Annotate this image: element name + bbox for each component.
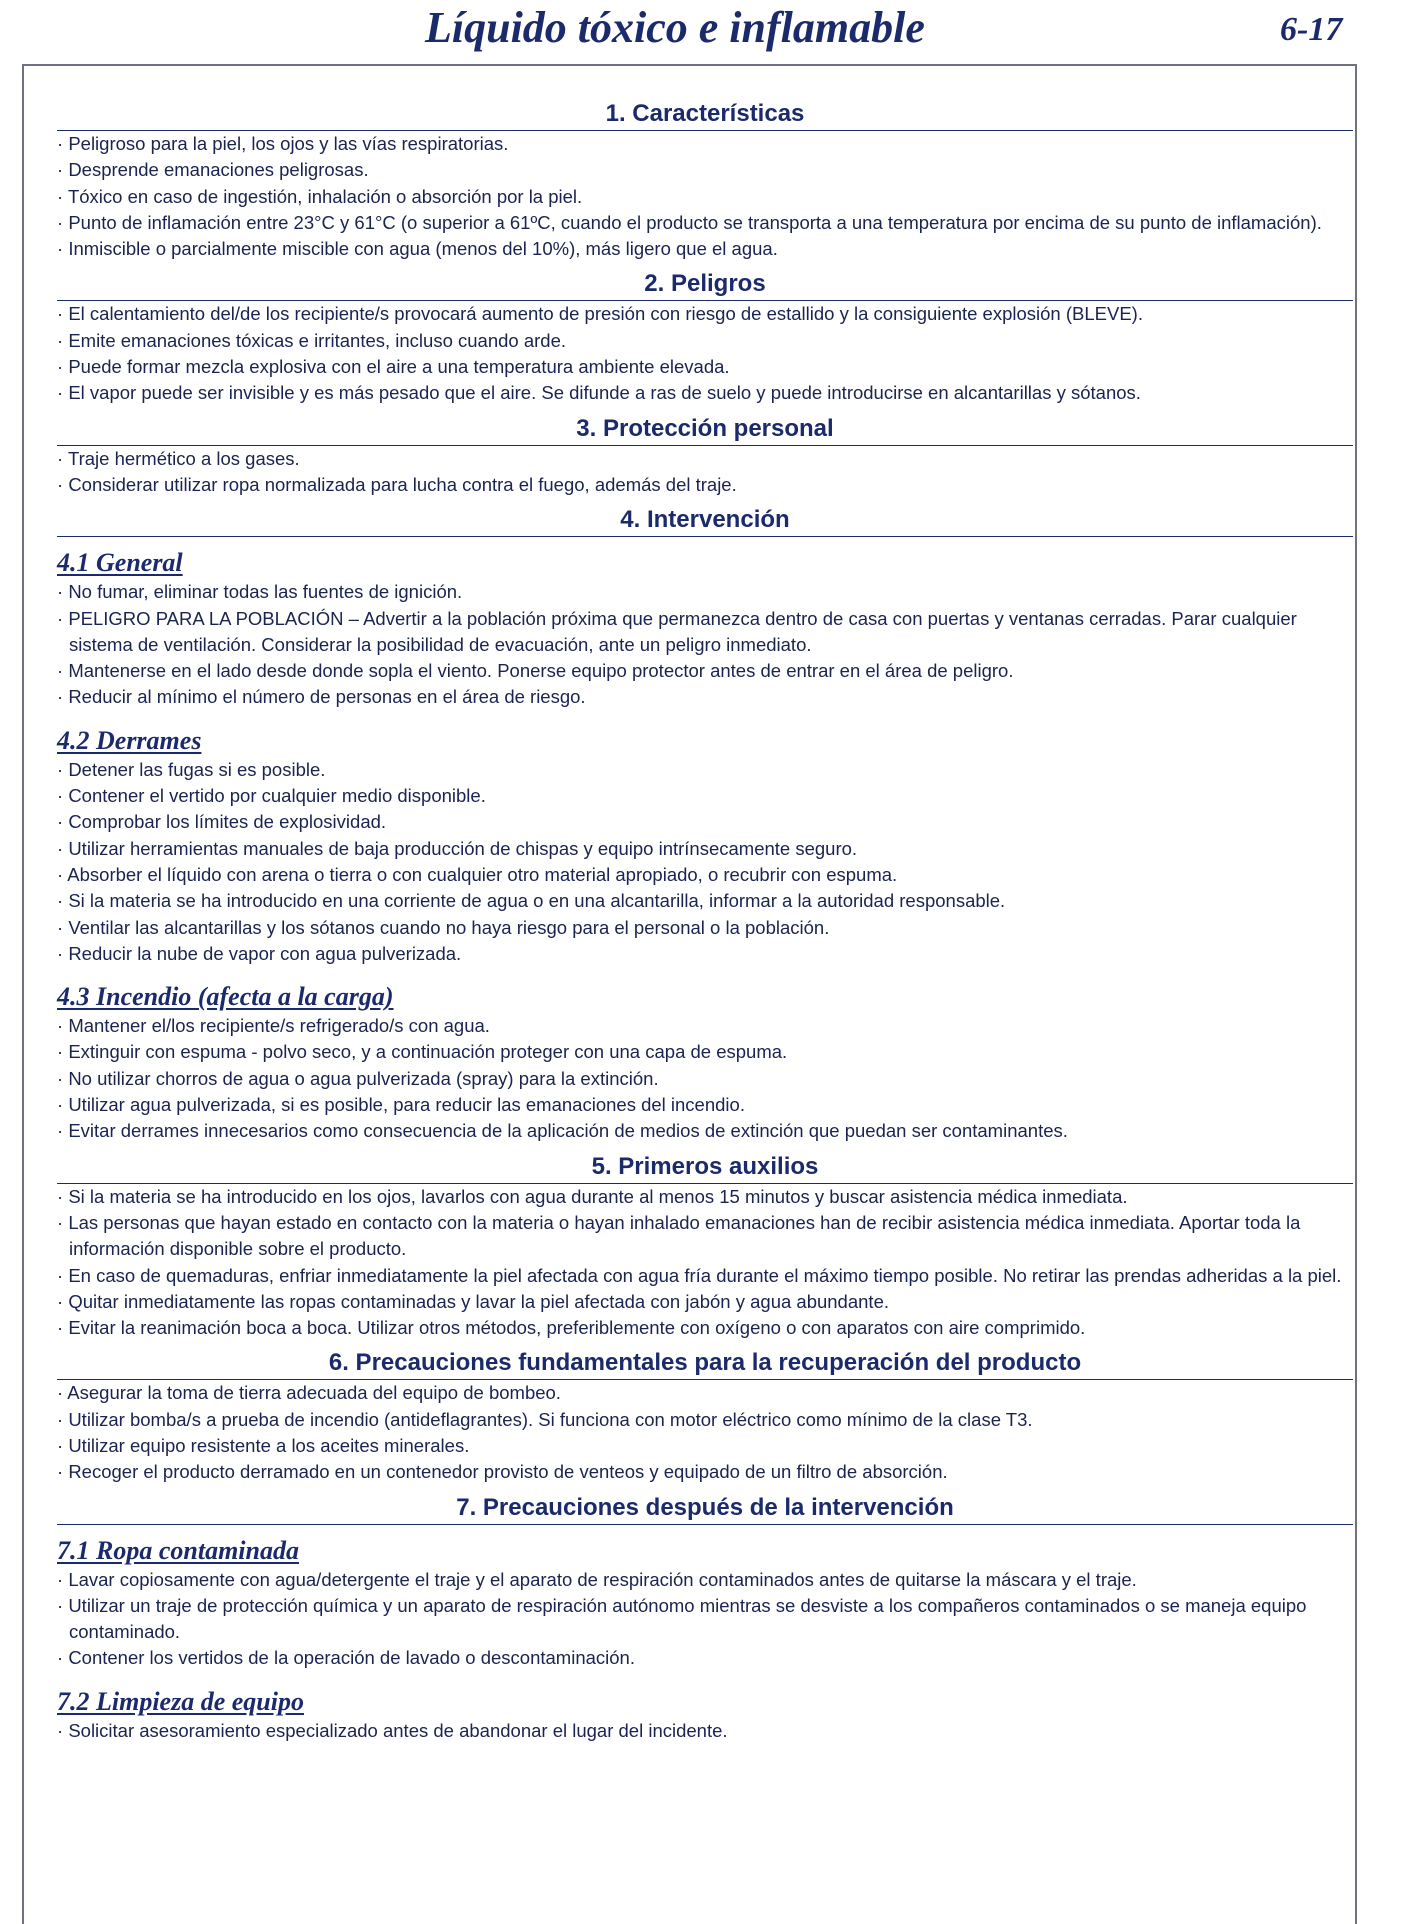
item-list	[57, 1380, 1353, 1489]
list-item: · PELIGRO PARA LA POBLACIÓN – Advertir a la población próxima que permanezca dentro de casa con puertas y ventanas cerradas. Parar cualquier sistema de ventilación. Considerar la posibilidad de evacuación, ante un peligro inmediato.	[57, 606, 1353, 659]
list-item: · Emite emanaciones tóxicas e irritantes, incluso cuando arde.	[57, 328, 1353, 354]
subsection-title: 4.2 Derrames	[57, 725, 202, 755]
content-frame	[22, 64, 1357, 1924]
list-item: · Contener el vertido por cualquier medio disponible.	[57, 783, 1353, 809]
list-item: · Desprende emanaciones peligrosas.	[57, 157, 1353, 183]
list-item: · Reducir la nube de vapor con agua pulverizada.	[57, 941, 1353, 967]
list-item: · Comprobar los límites de explosividad.	[57, 809, 1353, 835]
section	[57, 266, 1353, 410]
item-list	[57, 757, 1353, 971]
list-item: · Solicitar asesoramiento especializado antes de abandonar el lugar del incidente.	[57, 1718, 1353, 1744]
list-item: · Evitar la reanimación boca a boca. Utilizar otros métodos, preferiblemente con oxígeno o con aparatos con aire comprimido.	[57, 1315, 1353, 1341]
item-list	[57, 1184, 1353, 1346]
list-item: · Mantener el/los recipiente/s refrigerado/s con agua.	[57, 1013, 1353, 1039]
section-title: 5. Primeros auxilios	[57, 1149, 1353, 1184]
list-item: · El calentamiento del/de los recipiente/s provocará aumento de presión con riesgo de estallido y la consiguiente explosión (BLEVE).	[57, 301, 1353, 327]
list-item: · Peligroso para la piel, los ojos y las vías respiratorias.	[57, 131, 1353, 157]
list-item: · Mantenerse en el lado desde donde sopla el viento. Ponerse equipo protector antes de entrar en el área de peligro.	[57, 658, 1353, 684]
list-item: · Asegurar la toma de tierra adecuada del equipo de bombeo.	[57, 1380, 1353, 1406]
list-item: · Absorber el líquido con arena o tierra o con cualquier otro material apropiado, o recubrir con espuma.	[57, 862, 1353, 888]
list-item: · Recoger el producto derramado en un contenedor provisto de venteos y equipado de un filtro de absorción.	[57, 1459, 1353, 1485]
item-list	[57, 446, 1353, 503]
list-item: · Quitar inmediatamente las ropas contaminadas y lavar la piel afectada con jabón y agua abundante.	[57, 1289, 1353, 1315]
subsection-title: 4.3 Incendio (afecta a la carga)	[57, 982, 394, 1012]
item-list	[57, 301, 1353, 410]
item-list	[57, 579, 1353, 714]
subsection-title: 7.1 Ropa contaminada	[57, 1535, 299, 1565]
list-item: · Las personas que hayan estado en contacto con la materia o hayan inhalado emanaciones han de recibir asistencia médica inmediata. Aportar toda la información disponible sobre el producto.	[57, 1210, 1353, 1263]
list-item: · No fumar, eliminar todas las fuentes de ignición.	[57, 579, 1353, 605]
list-item: · Ventilar las alcantarillas y los sótanos cuando no haya riesgo para el personal o la población.	[57, 915, 1353, 941]
list-item: · Detener las fugas si es posible.	[57, 757, 1353, 783]
document-title: Líquido tóxico e inflamable	[425, 3, 925, 52]
list-item: · Punto de inflamación entre 23°C y 61°C (o superior a 61ºC, cuando el producto se transporta a una temperatura por encima de su punto de inflamación).	[57, 210, 1353, 236]
section-title: 3. Protección personal	[57, 411, 1353, 446]
section-title: 4. Intervención	[57, 502, 1353, 537]
list-item: · Contener los vertidos de la operación de lavado o descontaminación.	[57, 1645, 1353, 1671]
list-item: · Si la materia se ha introducido en una corriente de agua o en una alcantarilla, informar a la autoridad responsable.	[57, 888, 1353, 914]
document-body	[57, 96, 1353, 1748]
list-item: · Tóxico en caso de ingestión, inhalación o absorción por la piel.	[57, 184, 1353, 210]
list-item: · Inmiscible o parcialmente miscible con agua (menos del 10%), más ligero que el agua.	[57, 236, 1353, 262]
item-list	[57, 1567, 1353, 1676]
list-item: · Considerar utilizar ropa normalizada para lucha contra el fuego, además del traje.	[57, 472, 1353, 498]
page-header	[0, 0, 1408, 64]
section	[57, 1345, 1353, 1489]
section	[57, 96, 1353, 266]
list-item: · Utilizar equipo resistente a los aceites minerales.	[57, 1433, 1353, 1459]
list-item: · Utilizar agua pulverizada, si es posible, para reducir las emanaciones del incendio.	[57, 1092, 1353, 1118]
subsection-title: 4.1 General	[57, 548, 183, 578]
item-list	[57, 1718, 1353, 1748]
item-list	[57, 131, 1353, 266]
section	[57, 502, 1353, 1148]
section	[57, 1149, 1353, 1346]
page-number: 6-17	[1280, 11, 1343, 48]
section-title: 6. Precauciones fundamentales para la recuperación del producto	[57, 1345, 1353, 1380]
list-item: · Utilizar herramientas manuales de baja producción de chispas y equipo intrínsecamente seguro.	[57, 836, 1353, 862]
list-item: · Si la materia se ha introducido en los ojos, lavarlos con agua durante al menos 15 minutos y buscar asistencia médica inmediata.	[57, 1184, 1353, 1210]
section-title: 2. Peligros	[57, 266, 1353, 301]
list-item: · Utilizar bomba/s a prueba de incendio (antideflagrantes). Si funciona con motor eléctrico como mínimo de la clase T3.	[57, 1407, 1353, 1433]
item-list	[57, 1013, 1353, 1148]
list-item: · No utilizar chorros de agua o agua pulverizada (spray) para la extinción.	[57, 1066, 1353, 1092]
section	[57, 1490, 1353, 1748]
subsection-title: 7.2 Limpieza de equipo	[57, 1686, 304, 1716]
section-title: 7. Precauciones después de la intervención	[57, 1490, 1353, 1525]
list-item: · Traje hermético a los gases.	[57, 446, 1353, 472]
list-item: · Utilizar un traje de protección química y un aparato de respiración autónomo mientras se desviste a los compañeros contaminados o se maneja equipo contaminado.	[57, 1593, 1353, 1646]
list-item: · El vapor puede ser invisible y es más pesado que el aire. Se difunde a ras de suelo y puede introducirse en alcantarillas y sótanos.	[57, 380, 1353, 406]
list-item: · Reducir al mínimo el número de personas en el área de riesgo.	[57, 684, 1353, 710]
section	[57, 411, 1353, 503]
list-item: · En caso de quemaduras, enfriar inmediatamente la piel afectada con agua fría durante el máximo tiempo posible. No retirar las prendas adheridas a la piel.	[57, 1263, 1353, 1289]
list-item: · Evitar derrames innecesarios como consecuencia de la aplicación de medios de extinción que puedan ser contaminantes.	[57, 1118, 1353, 1144]
list-item: · Puede formar mezcla explosiva con el aire a una temperatura ambiente elevada.	[57, 354, 1353, 380]
list-item: · Extinguir con espuma - polvo seco, y a continuación proteger con una capa de espuma.	[57, 1039, 1353, 1065]
list-item: · Lavar copiosamente con agua/detergente el traje y el aparato de respiración contaminados antes de quitarse la máscara y el traje.	[57, 1567, 1353, 1593]
section-title: 1. Características	[57, 96, 1353, 131]
